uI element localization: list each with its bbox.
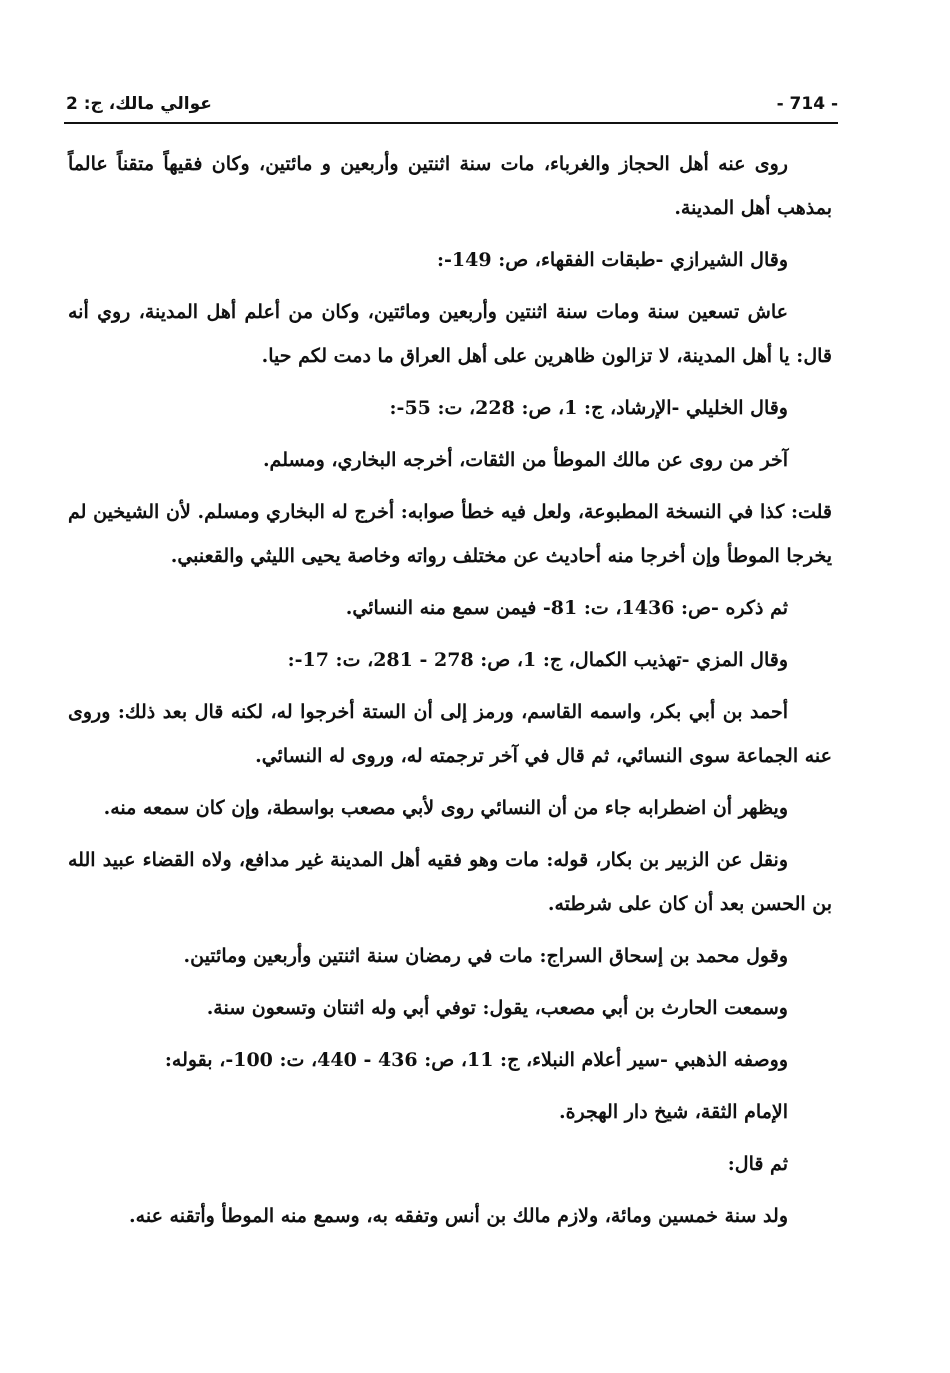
page-number: - 714 - [776, 94, 838, 114]
paragraph: وقول محمد بن إسحاق السراج: مات في رمضان سنة اثنتين وأربعين ومائتين. [183, 945, 788, 967]
paragraph: ويظهر أن اضطرابه جاء من أن النسائي روى لأبي مصعب بواسطة، وإن كان سمعه منه. [103, 797, 788, 819]
paragraph: عاش تسعين سنة ومات سنة اثنتين وأربعين ومائتين، وكان من أعلم أهل المدينة، روي أنه قال: يا أهل المدينة، لا تزالون ظاهرين على أهل العراق ما دمت لكم حيا. [68, 301, 832, 367]
quote-intro: ثم قال: [727, 1153, 788, 1175]
paragraph: آخر من روى عن مالك الموطأ من الثقات، أخرجه البخاري، ومسلم. [262, 449, 788, 471]
paragraph: ثم ذكره -ص: 1436، ت: 81- فيمن سمع منه النسائي. [345, 597, 788, 619]
paragraph: الإمام الثقة، شيخ دار الهجرة. [558, 1101, 788, 1123]
quote-intro: وقال الشيرازي -طبقات الفقهاء، ص: 149-: [437, 249, 788, 271]
paragraph: قلت: كذا في النسخة المطبوعة، ولعل فيه خطأ صوابه: أخرج له البخاري ومسلم. لأن الشيخين لم يخرجا الموطأ وإن أخرجا منه أحاديث عن مختلف رواته وخاصة يحيى الليثي والقعنبي. [68, 501, 832, 567]
running-header [66, 88, 838, 120]
header-rule [64, 122, 838, 124]
paragraph: روى عنه أهل الحجاز والغرباء، مات سنة اثنتين وأربعين و مائتين، وكان فقيهاً متقناً عالماً بمذهب أهل المدينة. [68, 153, 832, 219]
quote-intro: وقال المزي -تهذيب الكمال، ج: 1، ص: 278 - 281، ت: 17-: [287, 649, 788, 671]
quote-intro: وقال الخليلي -الإرشاد، ج: 1، ص: 228، ت: 55-: [389, 397, 788, 419]
book-title: عوالي مالك، ج: 2 [66, 94, 212, 114]
paragraph: وسمعت الحارث بن أبي مصعب، يقول: توفي أبي وله اثنتان وتسعون سنة. [206, 997, 788, 1019]
page-body [68, 142, 832, 1246]
quote-intro: ووصفه الذهبي -سير أعلام النبلاء، ج: 11، ص: 436 - 440، ت: 100-، بقوله: [164, 1049, 788, 1071]
paragraph: ونقل عن الزبير بن بكار، قوله: مات وهو فقيه أهل المدينة غير مدافع، ولاه القضاء عبيد الله بن الحسن بعد أن كان على شرطته. [68, 849, 832, 915]
paragraph: أحمد بن أبي بكر، واسمه القاسم، ورمز إلى أن الستة أخرجوا له، لكنه قال بعد ذلك: وروى عنه الجماعة سوى النسائي، ثم قال في آخر ترجمته له، وروى له النسائي. [68, 701, 832, 767]
paragraph: ولد سنة خمسين ومائة، ولازم مالك بن أنس وتفقه به، وسمع منه الموطأ وأتقنه عنه. [129, 1205, 788, 1227]
